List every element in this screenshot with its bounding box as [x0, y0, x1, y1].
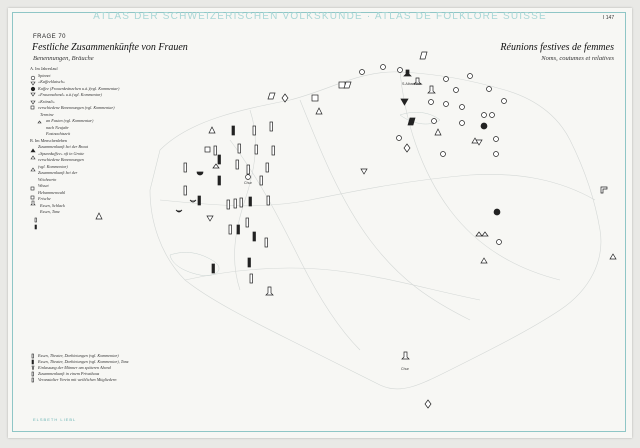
- circle-symbol: [490, 113, 495, 118]
- bar-symbol: [184, 163, 187, 172]
- parallelogram-symbol: [420, 52, 427, 59]
- region-boundaries: [150, 72, 601, 389]
- circle-symbol: [441, 152, 446, 157]
- atlas-title: ATLAS DER SCHWEIZERISCHEN VOLKSKUNDE · ATLAS DE FOLKLORE SUISSE: [93, 11, 547, 22]
- triangle-symbol: [96, 213, 102, 219]
- question-number: FRAGE 70: [33, 34, 67, 40]
- legend-bottom-entry: Veranstalter Verein mit weiblichen Mitgliedern: [38, 377, 117, 382]
- circle-symbol: [482, 113, 487, 118]
- legend-various2-icon: [31, 168, 35, 171]
- bar-symbol: [232, 126, 235, 135]
- bottle-symbol: [428, 86, 435, 93]
- legend-fasten-icon: [38, 121, 41, 123]
- bar-symbol: [218, 155, 221, 164]
- triangle-down-symbol: [361, 169, 367, 174]
- bracket-symbol: [601, 187, 607, 193]
- circle-symbol: [432, 119, 437, 124]
- legend-entry: Wöchnerin: [38, 176, 57, 182]
- bar-symbol: [246, 218, 249, 227]
- circle-symbol: [494, 152, 499, 157]
- bar-symbol: [267, 196, 270, 205]
- circle-symbol: [454, 88, 459, 93]
- bottle-symbol: [266, 287, 273, 295]
- triangle-symbol: [481, 258, 487, 263]
- bar-symbol: [247, 165, 250, 174]
- legend-entry: «Kränzli»: [38, 98, 55, 104]
- bar-symbol: [255, 145, 258, 154]
- legend-spunnkaffee-icon: [31, 156, 35, 159]
- legend-entry: B. Im Menschenleben: [30, 137, 67, 143]
- bar-symbol: [260, 176, 263, 185]
- legend-entry: «Spunnkaffee» oft in Grotte: [38, 150, 85, 156]
- bottle-symbol: [404, 70, 411, 76]
- bar-symbol: [253, 126, 256, 135]
- diamond-symbol: [404, 144, 410, 152]
- legend-kaffeeklatsch-icon: [31, 82, 35, 85]
- legend-entry: Hebammenwahl: [38, 189, 66, 195]
- legend-bottom-entry: Essen, Theater, Darbietungen (vgl. Kommentar), Tanz: [38, 359, 129, 364]
- legend-theater-icon: [32, 354, 34, 358]
- map-title-de: Festliche Zusammenkünfte von Frauen: [32, 42, 188, 53]
- legend-privathaus-icon: [32, 372, 34, 376]
- bar-symbol: [266, 163, 269, 172]
- legend-entry: verschiedene Benennungen: [38, 157, 84, 162]
- bar-symbol: [184, 186, 187, 195]
- square-symbol: [205, 147, 210, 152]
- circle-symbol: [497, 240, 502, 245]
- legend-symbols: [31, 76, 41, 382]
- legend-entry: verschiedene Benennungen (vgl. Kommentar): [38, 105, 115, 110]
- bar-symbol: [253, 232, 256, 241]
- legend-entry: nach Neujahr: [46, 124, 69, 130]
- bar-symbol: [237, 225, 240, 234]
- legend-frauenabend-icon: [31, 93, 35, 96]
- crescent-symbol: [190, 200, 196, 202]
- circle-symbol: [429, 100, 434, 105]
- parallelogram-symbol: [268, 93, 275, 99]
- place-label-basel: S.Alban/Bas.: [402, 82, 423, 86]
- legend-braut-icon: [31, 149, 35, 152]
- author-name: ELSBETH LIEBL: [33, 417, 77, 422]
- circle-symbol: [460, 105, 465, 110]
- mountain-symbol: [476, 232, 488, 236]
- bar-symbol: [198, 196, 201, 205]
- legend-entry: Termine: [40, 111, 54, 117]
- bar-symbol: [218, 176, 221, 185]
- circle-symbol: [444, 102, 449, 107]
- bar-symbol: [248, 258, 251, 267]
- legend-wisset-icon: [31, 196, 34, 199]
- bar-symbol: [240, 198, 243, 207]
- bar-symbol: [234, 199, 237, 208]
- legend-kraenzli-icon: [31, 101, 35, 104]
- map-subtitle-fr: Noms, coutumes et relatives: [541, 55, 614, 62]
- bar-symbol: [227, 200, 230, 209]
- triangle-down-symbol: [401, 99, 408, 105]
- map-subtitle-de: Benennungen, Bräuche: [33, 55, 94, 62]
- legend-entry: Essen, Tanz: [40, 209, 60, 214]
- legend-essen-tanz-icon: [35, 225, 37, 229]
- legend-entry: Zusammenkunft bei der: [38, 170, 78, 175]
- bar-symbol: [214, 146, 217, 155]
- legend-entry: (vgl. Kommentar): [38, 163, 68, 169]
- legend-entry: Essen, Schlack: [40, 202, 65, 208]
- legend-woechnerin-icon: [31, 187, 34, 190]
- bar-symbol: [250, 274, 253, 283]
- circle-symbol: [398, 68, 403, 73]
- legend-theater-tanz-icon: [32, 360, 34, 364]
- map-symbols: [96, 52, 616, 408]
- circle-symbol: [494, 209, 500, 215]
- legend-kaffee-icon: [31, 87, 35, 91]
- legend-entry: «Kaffeeklatsch»: [38, 79, 65, 84]
- place-label-chur: Chur: [244, 181, 252, 185]
- triangle-symbol: [209, 127, 215, 133]
- legend-maenner-icon: [32, 366, 34, 370]
- triangle-symbol: [316, 108, 322, 114]
- place-label-lugano: Chur: [401, 367, 409, 371]
- bar-symbol: [270, 122, 273, 131]
- legend-entry: Spinnet: [38, 72, 51, 78]
- bar-symbol: [212, 264, 215, 273]
- legend-entry: Frische: [38, 196, 51, 201]
- legend-entry: A. Im Jahreslauf: [30, 66, 58, 71]
- legend-entry: an Fasten (vgl. Kommentar): [46, 118, 94, 123]
- triangle-symbol: [435, 129, 441, 135]
- legend-entry: Wisset: [38, 183, 49, 188]
- circle-symbol: [468, 74, 473, 79]
- legend-bottom-entry: Zusammenkunft in einem Privathaus: [38, 371, 100, 376]
- triangle-symbol: [610, 254, 616, 259]
- legend-various-icon: [31, 106, 34, 109]
- legend-entry: Fastnachtszeit: [46, 131, 71, 136]
- circle-symbol: [397, 136, 402, 141]
- bar-symbol: [249, 197, 252, 206]
- legend-essen-schlack-icon: [35, 218, 37, 222]
- legend-verein-icon: [32, 378, 34, 382]
- circle-symbol: [360, 70, 365, 75]
- legend-hebammenwahl-icon: [31, 201, 35, 205]
- bar-symbol: [238, 144, 241, 153]
- bar-symbol: [236, 160, 239, 169]
- diamond-symbol: [425, 400, 431, 408]
- legend-bottom-entry: Essen, Theater, Darbietungen (vgl. Kommentar): [38, 353, 119, 358]
- legend-entry: «Frauenabend» u.ä.(vgl. Kommentar): [38, 92, 102, 97]
- circle-symbol: [381, 65, 386, 70]
- circle-symbol: [494, 137, 499, 142]
- square-symbol: [312, 95, 318, 101]
- circle-symbol: [460, 121, 465, 126]
- crescent-symbol: [176, 210, 182, 212]
- circle-symbol: [246, 175, 251, 180]
- cup-symbol: [213, 164, 219, 168]
- legend-entry: Kaffee (Frauenkränzchen u.ä.)(vgl. Kommentar): [38, 85, 120, 91]
- bar-symbol: [265, 238, 268, 247]
- legend-bottom-entry: Einlassung der Männer am späteren Abend: [38, 365, 111, 370]
- circle-symbol: [444, 77, 449, 82]
- circle-symbol: [481, 123, 487, 129]
- map-title-fr: Réunions festives de femmes: [500, 42, 614, 53]
- cup-symbol: [197, 172, 203, 175]
- circle-symbol: [502, 99, 507, 104]
- legend-spinnet-icon: [31, 76, 35, 80]
- bottle-symbol: [402, 352, 409, 359]
- bar-symbol: [229, 225, 232, 234]
- page-number: I 147: [603, 15, 615, 21]
- bar-symbol: [272, 146, 275, 155]
- circle-symbol: [487, 87, 492, 92]
- legend-entry: Zusammenkunft bei der Braut: [38, 144, 88, 149]
- triangle-down-symbol: [207, 216, 213, 221]
- parallelogram-symbol: [408, 118, 415, 125]
